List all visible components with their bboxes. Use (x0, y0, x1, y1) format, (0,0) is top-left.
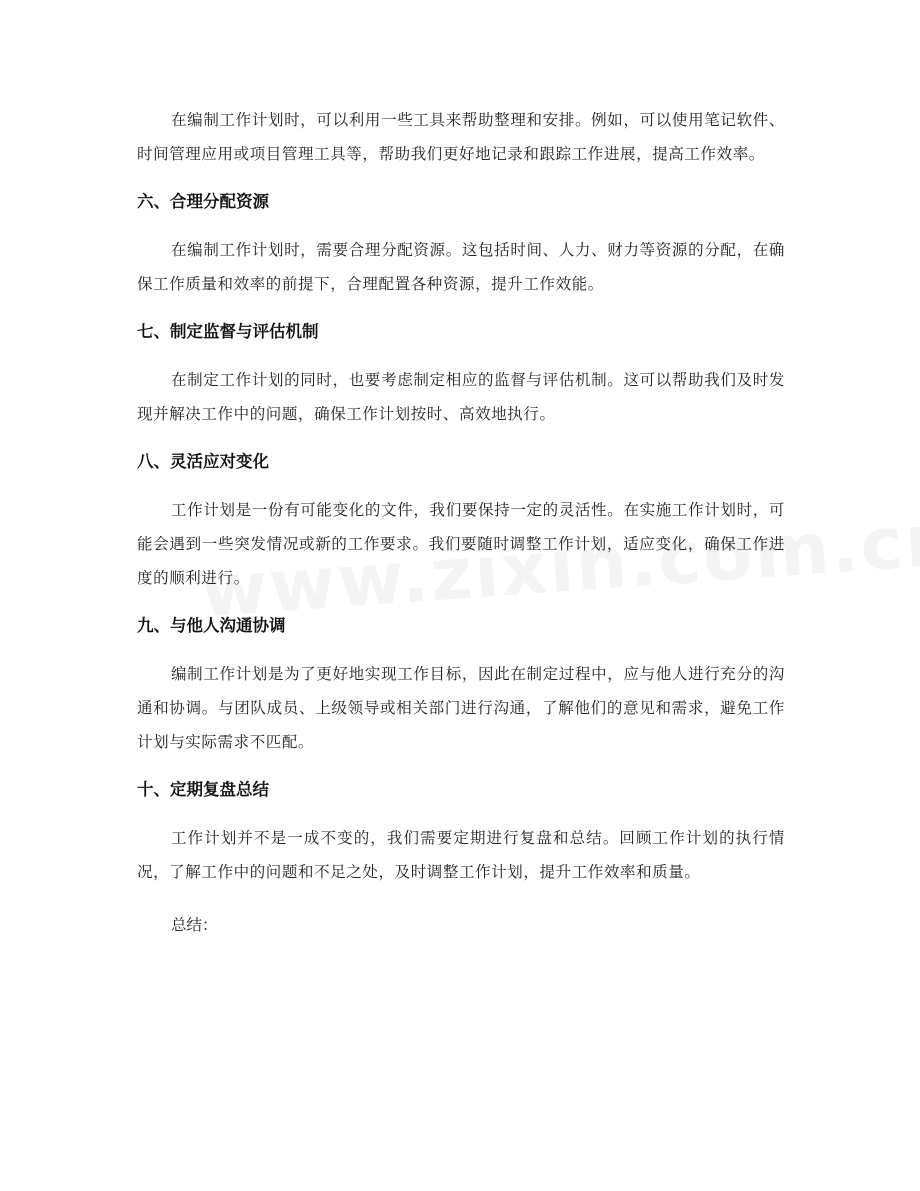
section-heading-7: 七、制定监督与评估机制 (137, 322, 319, 341)
section-paragraph-8: 工作计划是一份有可能变化的文件，我们要保持一定的灵活性。在实施工作计划时，可能会遇到一些突发情况或新的工作要求。我们要随时调整工作计划，适应变化，确保工作进度的顺利进行。 (137, 501, 785, 587)
section-paragraph-9: 编制工作计划是为了更好地实现工作目标，因此在制定过程中，应与他人进行充分的沟通和协调。与团队成员、上级领导或相关部门进行沟通，了解他们的意见和需求，避免工作计划与实际需求不匹配。 (137, 665, 785, 751)
section-paragraph-7: 在制定工作计划的同时，也要考虑制定相应的监督与评估机制。这可以帮助我们及时发现并解决工作中的问题，确保工作计划按时、高效地执行。 (137, 371, 785, 423)
summary-label: 总结： (171, 916, 218, 934)
document-body (137, 103, 785, 942)
section-paragraph-10: 工作计划并不是一成不变的，我们需要定期进行复盘和总结。回顾工作计划的执行情况，了解工作中的问题和不足之处，及时调整工作计划，提升工作效率和质量。 (137, 829, 785, 881)
section-heading-8: 八、灵活应对变化 (137, 452, 269, 471)
section-heading-6: 六、合理分配资源 (137, 192, 269, 211)
section-paragraph-6: 在编制工作计划时，需要合理分配资源。这包括时间、人力、财力等资源的分配，在确保工作质量和效率的前提下，合理配置各种资源，提升工作效能。 (137, 241, 785, 293)
section-heading-9: 九、与他人沟通协调 (137, 616, 286, 635)
intro-paragraph: 在编制工作计划时，可以利用一些工具来帮助整理和安排。例如，可以使用笔记软件、时间管理应用或项目管理工具等，帮助我们更好地记录和跟踪工作进展，提高工作效率。 (137, 111, 785, 163)
section-heading-10: 十、定期复盘总结 (137, 780, 269, 799)
